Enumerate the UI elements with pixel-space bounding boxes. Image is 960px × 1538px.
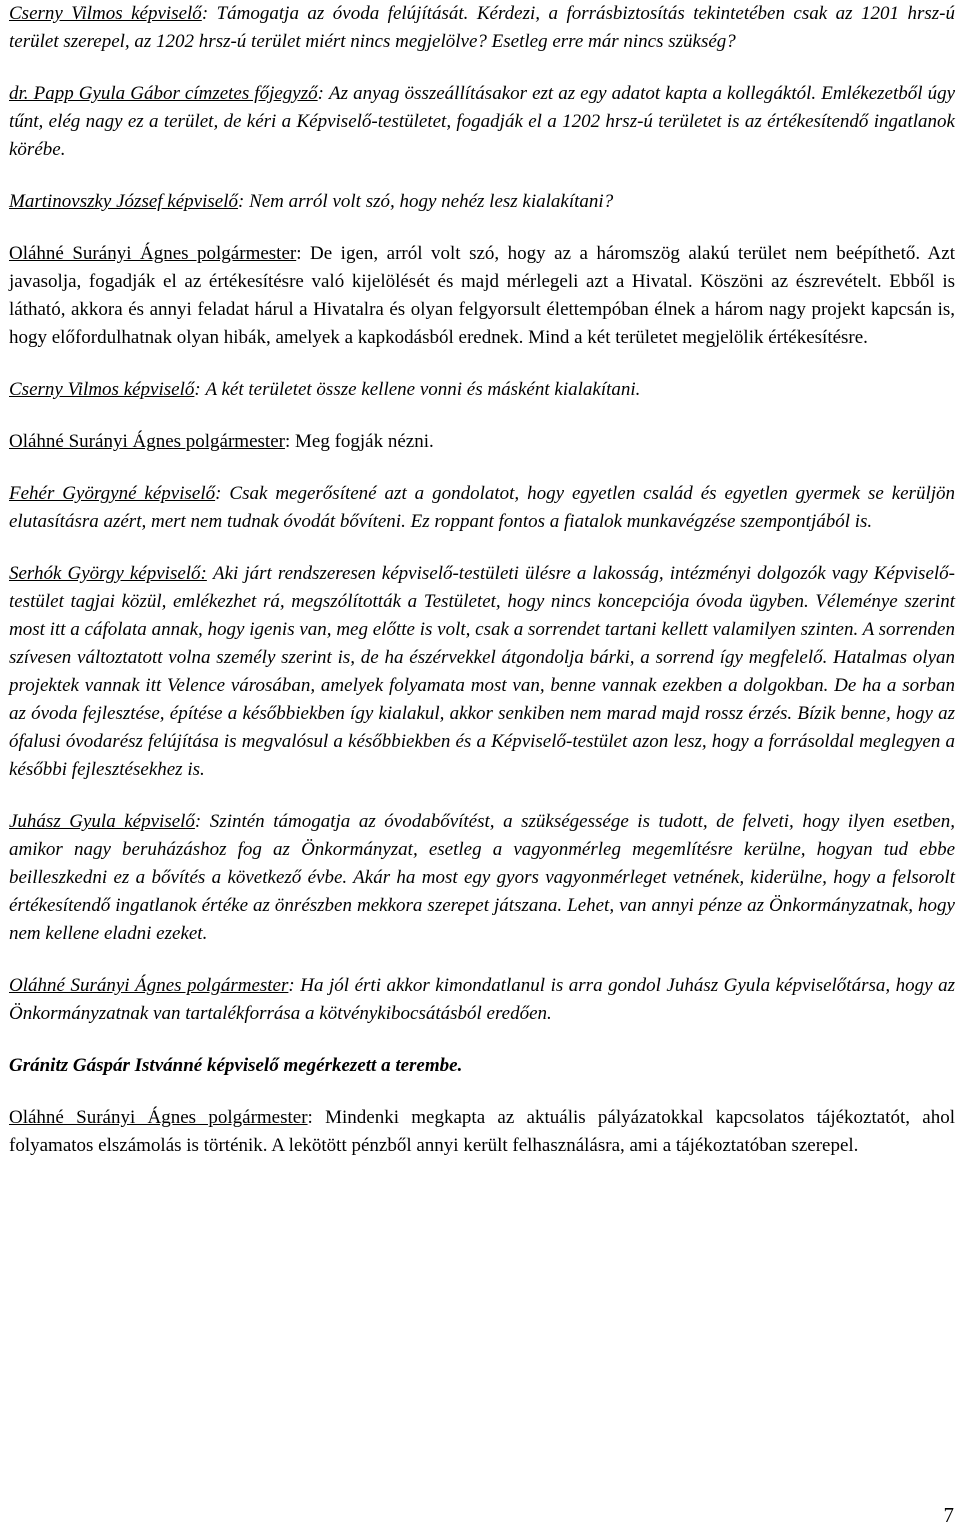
- paragraph: Oláhné Surányi Ágnes polgármester: Ha jól érti akkor kimondatlanul is arra gondol Juhász Gyula képviselőtársa, hogy az Önkormányzatnak van tartalékforrása a kötvénykibocsátásból eredően.: [9, 975, 955, 1024]
- paragraph-text: Mindenki megkapta az aktuális pályázatokkal kapcsolatos tájékoztatót, ahol folyamatos elszámolás is történik. A lekötött pénzből annyi került felhasználásra, ami a tájékoztatóban szerepel.: [9, 1107, 955, 1156]
- speaker-name: Juhász Gyula képviselő: [9, 811, 195, 832]
- document-page: [9, 0, 955, 1184]
- speaker-name: Cserny Vilmos képviselő: [9, 3, 202, 24]
- speaker-name: Oláhné Surányi Ágnes polgármester: [9, 243, 297, 264]
- paragraph-text: De igen, arról volt szó, hogy az a háromszög alakú terület nem beépíthető. Azt javasolja, fogadják el az értékesítésre való kijelölését és majd mérlegeli azt a Hivatal. Köszöni az észrevételt. Ebből is látható, akkora és annyi feladat hárul a Hivatalra és olyan felgyorsult élettempóban élnek a három nagy projekt kapcsán is, hogy előfordulhatnak olyan hibák, amelyek a kapkodásból erednek. Mind a két területet megjelölik értékesítésre.: [9, 243, 955, 348]
- paragraph: Oláhné Surányi Ágnes polgármester: De igen, arról volt szó, hogy az a háromszög alakú terület nem beépíthető. Azt javasolja, fogadják el az értékesítésre való kijelölését és majd mérlegeli azt a Hivatal. Köszöni az észrevételt. Ebből is látható, akkora és annyi feladat hárul a Hivatalra és olyan felgyorsult élettempóban élnek a három nagy projekt kapcsán is, hogy előfordulhatnak olyan hibák, amelyek a kapkodásból erednek. Mind a két területet megjelölik értékesítésre.: [9, 243, 955, 348]
- paragraph: Juhász Gyula képviselő: Szintén támogatja az óvodabővítést, a szükségessége is tudott, de felveti, hogy ilyen esetben, amikor nagy beruházáshoz fog az Önkormányzat, esetleg a vagyonmérleg megemlítésre kerülne, hogyan tud ebbe beilleszkedni ez a bővítés a következő évbe. Akár ha most egy gyors vagyonmérleget vetnének, kiderülne, hogy a felsorolt értékesítendő ingatlanok értéke az önrészben mekkora szerepet játszana. Lehet, van annyi pénze az Önkormányzatnak, hogy nem kellene eladni ezeket.: [9, 811, 955, 944]
- paragraph-text: Szintén támogatja az óvodabővítést, a szükségessége is tudott, de felveti, hogy ilyen esetben, amikor nagy beruházáshoz fog az Önkormányzat, esetleg a vagyonmérleg megemlítésre kerülne, hogyan tud ebbe beilleszkedni ez a bővítés a következő évbe. Akár ha most egy gyors vagyonmérleget vetnének, kiderülne, hogy a felsorolt értékesítendő ingatlanok értéke az önrészben mekkora szerepet játszana. Lehet, van annyi pénze az Önkormányzatnak, hogy nem kellene eladni ezeket.: [9, 811, 955, 944]
- speaker-name: Oláhné Surányi Ágnes polgármester: [9, 431, 285, 452]
- speaker-name: Cserny Vilmos képviselő: [9, 379, 195, 400]
- page-number: 7: [943, 1503, 954, 1527]
- paragraph-text: Csak megerősítené azt a gondolatot, hogy egyetlen család és egyetlen gyermek se kerüljön elutasításra azért, mert nem tudnak óvodát bővíteni. Ez roppant fontos a fiatalok munkavégzése szempontjából is.: [9, 483, 956, 532]
- speaker-name: Oláhné Surányi Ágnes polgármester: [9, 975, 289, 996]
- speaker-name: Serhók György képviselő:: [9, 563, 207, 584]
- paragraph-text: A két területet össze kellene vonni és másként kialakítani.: [205, 379, 641, 400]
- paragraph-text: Támogatja az óvoda felújítását. Kérdezi, a forrásbiztosítás tekintetében csak az 1201 hrsz-ú terület szerepel, az 1202 hrsz-ú terület miért nincs megjelölve? Esetleg erre már nincs szükség?: [9, 3, 955, 52]
- paragraph-text: Ha jól érti akkor kimondatlanul is arra gondol Juhász Gyula képviselőtársa, hogy az Önkormányzatnak van tartalékforrása a kötvénykibocsátásból eredően.: [9, 975, 955, 1024]
- paragraph: Fehér Györgyné képviselő: Csak megerősítené azt a gondolatot, hogy egyetlen család és egyetlen gyermek se kerüljön elutasításra azért, mert nem tudnak óvodát bővíteni. Ez roppant fontos a fiatalok munkavégzése szempontjából is.: [9, 483, 956, 532]
- paragraph: dr. Papp Gyula Gábor címzetes főjegyző: Az anyag összeállításakor ezt az egy adatot kapta a kollegáktól. Emlékezetből úgy tűnt, elég nagy ez a terület, de kéri a Képviselő-testületet, fogadják el a 1202 hrsz-ú területet is az értékesítendő ingatlanok körébe.: [9, 83, 955, 160]
- paragraph-text: Aki járt rendszeresen képviselő-testületi ülésre a lakosság, intézményi dolgozók vagy Képviselő-testület tagjai közül, emlékezhet rá, megszólították a Testületet, hogy nincs koncepciója óvoda ügyben. Véleménye szerint most itt a cáfolata annak, hogy igenis van, meg előtte is volt, csak a sorrendet tartani kellett valamilyen szinten. A sorrenden szívesen változtatott volna személy szerint is, de ha észérvekkel átgondolja bárki, a sorrend így megfelelő. Hatalmas olyan projektek vannak itt Velence városában, amelyek folyamata most van, benne vannak ezekben a dolgokban. De ha a sorban az óvoda fejlesztése, építése a későbbiekben így kialakul, akkor senkiben nem marad majd rossz érzés. Bízik benne, hogy az ófalusi óvodarész felújítása is megvalósul a későbbiekben és a Képviselő-testület azon lesz, hogy a forrásoldal meglegyen a későbbi fejlesztésekhez is.: [9, 563, 955, 780]
- speaker-name: dr. Papp Gyula Gábor címzetes főjegyző: [9, 83, 318, 104]
- paragraph: Oláhné Surányi Ágnes polgármester: Mindenki megkapta az aktuális pályázatokkal kapcsolatos tájékoztatót, ahol folyamatos elszámolás is történik. A lekötött pénzből annyi került felhasználásra, ami a tájékoztatóban szerepel.: [9, 1107, 955, 1156]
- speaker-name: Fehér Györgyné képviselő: [9, 483, 216, 504]
- speaker-name: Martinovszky József képviselő: [9, 191, 238, 212]
- paragraph: Cserny Vilmos képviselő: A két területet össze kellene vonni és másként kialakítani.: [9, 379, 641, 400]
- speaker-name: Oláhné Surányi Ágnes polgármester: [9, 1107, 308, 1128]
- paragraph: [9, 560, 955, 784]
- paragraph-text: Gránitz Gáspár Istvánné képviselő megérkezett a terembe.: [9, 1055, 463, 1076]
- paragraph: Martinovszky József képviselő: Nem arról volt szó, hogy nehéz lesz kialakítani?: [9, 191, 614, 212]
- paragraph-text: Meg fogják nézni.: [295, 431, 434, 452]
- paragraph-text: Az anyag összeállításakor ezt az egy adatot kapta a kollegáktól. Emlékezetből úgy tűnt, elég nagy ez a terület, de kéri a Képviselő-testületet, fogadják el a 1202 hrsz-ú területet is az értékesítendő ingatlanok körébe.: [9, 83, 955, 160]
- paragraph: Oláhné Surányi Ágnes polgármester: Meg fogják nézni.: [9, 431, 434, 452]
- paragraph-text: Nem arról volt szó, hogy nehéz lesz kialakítani?: [249, 191, 614, 212]
- paragraph: [9, 1052, 955, 1080]
- paragraph: Cserny Vilmos képviselő: Támogatja az óvoda felújítását. Kérdezi, a forrásbiztosítás tekintetében csak az 1201 hrsz-ú terület szerepel, az 1202 hrsz-ú terület miért nincs megjelölve? Esetleg erre már nincs szükség?: [9, 3, 955, 52]
